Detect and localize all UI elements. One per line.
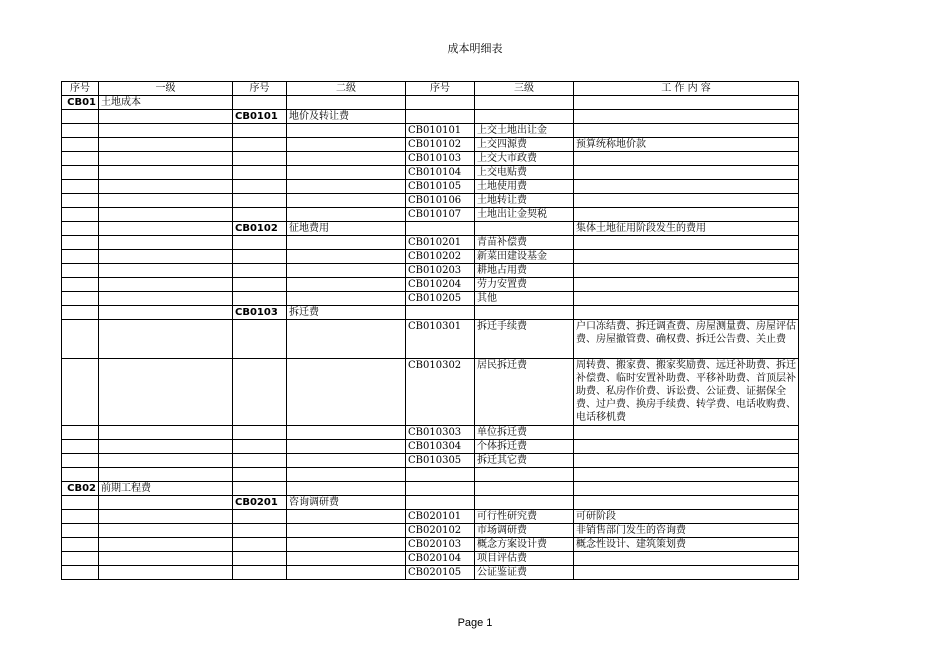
level3-name-cell: 拆迁手续费 bbox=[475, 320, 574, 359]
level1-code-cell bbox=[62, 194, 99, 208]
level2-name-cell bbox=[287, 538, 406, 552]
level3-name-cell: 单位拆迁费 bbox=[475, 426, 574, 440]
work-content-cell bbox=[574, 496, 799, 510]
level1-name-cell bbox=[99, 138, 233, 152]
level1-name-cell bbox=[99, 426, 233, 440]
level3-name-cell: 项目评估费 bbox=[475, 552, 574, 566]
level1-name-cell bbox=[99, 250, 233, 264]
level3-code-cell: CB010202 bbox=[406, 250, 475, 264]
level3-name-cell: 土地使用费 bbox=[475, 180, 574, 194]
level3-name-cell bbox=[475, 96, 574, 110]
header-row bbox=[62, 82, 799, 96]
table-row bbox=[62, 96, 799, 110]
level1-code-cell bbox=[62, 222, 99, 236]
level3-code-cell: CB020102 bbox=[406, 524, 475, 538]
level1-name-cell bbox=[99, 552, 233, 566]
level1-code-cell bbox=[62, 166, 99, 180]
table-row bbox=[62, 552, 799, 566]
level2-name-cell bbox=[287, 552, 406, 566]
work-content-cell bbox=[574, 426, 799, 440]
level2-code-cell bbox=[233, 440, 287, 454]
table-row bbox=[62, 454, 799, 468]
level3-name-cell: 上交大市政费 bbox=[475, 152, 574, 166]
table-row bbox=[62, 110, 799, 124]
level2-code-cell: CB0101 bbox=[233, 110, 287, 124]
level3-code-cell: CB010304 bbox=[406, 440, 475, 454]
level3-code-cell bbox=[406, 110, 475, 124]
table-row bbox=[62, 236, 799, 250]
level3-name-cell: 其他 bbox=[475, 292, 574, 306]
header-cell: 三级 bbox=[475, 82, 574, 96]
level2-name-cell bbox=[287, 264, 406, 278]
table-row bbox=[62, 138, 799, 152]
level2-code-cell bbox=[233, 208, 287, 222]
work-content-cell bbox=[574, 96, 799, 110]
level2-name-cell bbox=[287, 180, 406, 194]
table-row bbox=[62, 306, 799, 320]
level3-code-cell bbox=[406, 306, 475, 320]
level3-name-cell bbox=[475, 110, 574, 124]
level3-code-cell: CB020105 bbox=[406, 566, 475, 580]
level2-code-cell bbox=[233, 538, 287, 552]
table-row bbox=[62, 292, 799, 306]
level1-code-cell bbox=[62, 524, 99, 538]
level2-name-cell bbox=[287, 278, 406, 292]
level3-code-cell: CB020103 bbox=[406, 538, 475, 552]
level1-code-cell bbox=[62, 152, 99, 166]
table-row bbox=[62, 538, 799, 552]
level2-name-cell: 拆迁费 bbox=[287, 306, 406, 320]
level1-name-cell bbox=[99, 208, 233, 222]
level2-code-cell bbox=[233, 124, 287, 138]
level2-name-cell bbox=[287, 468, 406, 482]
table-row bbox=[62, 180, 799, 194]
work-content-cell bbox=[574, 264, 799, 278]
level3-code-cell: CB010201 bbox=[406, 236, 475, 250]
level2-code-cell: CB0102 bbox=[233, 222, 287, 236]
level1-code-cell bbox=[62, 552, 99, 566]
level1-name-cell bbox=[99, 166, 233, 180]
level3-name-cell: 新菜田建设基金 bbox=[475, 250, 574, 264]
level3-code-cell: CB010302 bbox=[406, 359, 475, 426]
table-row bbox=[62, 194, 799, 208]
work-content-cell bbox=[574, 440, 799, 454]
level1-code-cell bbox=[62, 468, 99, 482]
level2-code-cell bbox=[233, 510, 287, 524]
level1-name-cell: 土地成本 bbox=[99, 96, 233, 110]
level3-name-cell bbox=[475, 222, 574, 236]
level2-name-cell bbox=[287, 236, 406, 250]
level3-code-cell bbox=[406, 222, 475, 236]
work-content-cell bbox=[574, 110, 799, 124]
work-content-cell bbox=[574, 468, 799, 482]
level3-code-cell bbox=[406, 96, 475, 110]
work-content-cell: 概念性设计、建筑策划费 bbox=[574, 538, 799, 552]
level3-name-cell: 居民拆迁费 bbox=[475, 359, 574, 426]
work-content-cell: 预算统称地价款 bbox=[574, 138, 799, 152]
level1-name-cell bbox=[99, 180, 233, 194]
table-row bbox=[62, 482, 799, 496]
work-content-cell bbox=[574, 194, 799, 208]
table-row bbox=[62, 124, 799, 138]
level3-code-cell: CB010101 bbox=[406, 124, 475, 138]
level2-name-cell bbox=[287, 482, 406, 496]
level3-name-cell: 可行性研究费 bbox=[475, 510, 574, 524]
level2-name-cell bbox=[287, 454, 406, 468]
level3-code-cell: CB010204 bbox=[406, 278, 475, 292]
level3-name-cell bbox=[475, 496, 574, 510]
level2-name-cell bbox=[287, 524, 406, 538]
level2-name-cell: 征地费用 bbox=[287, 222, 406, 236]
level2-code-cell bbox=[233, 138, 287, 152]
level3-name-cell: 市场调研费 bbox=[475, 524, 574, 538]
level1-code-cell: CB02 bbox=[62, 482, 99, 496]
header-cell: 工 作 内 容 bbox=[574, 82, 799, 96]
work-content-cell bbox=[574, 180, 799, 194]
level1-name-cell bbox=[99, 236, 233, 250]
level3-code-cell: CB010103 bbox=[406, 152, 475, 166]
work-content-cell bbox=[574, 208, 799, 222]
level3-code-cell: CB010305 bbox=[406, 454, 475, 468]
work-content-cell bbox=[574, 236, 799, 250]
level1-name-cell bbox=[99, 538, 233, 552]
level2-code-cell bbox=[233, 236, 287, 250]
work-content-cell bbox=[574, 124, 799, 138]
document-title: 成本明细表 bbox=[447, 42, 503, 55]
level3-code-cell: CB010105 bbox=[406, 180, 475, 194]
level1-name-cell bbox=[99, 524, 233, 538]
level1-name-cell bbox=[99, 566, 233, 580]
level1-name-cell bbox=[99, 359, 233, 426]
level3-code-cell bbox=[406, 468, 475, 482]
level1-code-cell bbox=[62, 510, 99, 524]
page-number: Page 1 bbox=[457, 617, 493, 629]
level1-code-cell bbox=[62, 138, 99, 152]
level2-code-cell bbox=[233, 278, 287, 292]
level1-name-cell bbox=[99, 440, 233, 454]
level2-name-cell bbox=[287, 320, 406, 359]
table-row bbox=[62, 496, 799, 510]
level1-name-cell bbox=[99, 510, 233, 524]
level2-code-cell bbox=[233, 566, 287, 580]
level1-code-cell bbox=[62, 426, 99, 440]
work-content-cell bbox=[574, 152, 799, 166]
level3-name-cell bbox=[475, 482, 574, 496]
work-content-cell bbox=[574, 552, 799, 566]
level1-name-cell: 前期工程费 bbox=[99, 482, 233, 496]
level3-name-cell: 上交电贴费 bbox=[475, 166, 574, 180]
level2-name-cell bbox=[287, 292, 406, 306]
table-row bbox=[62, 278, 799, 292]
level2-code-cell bbox=[233, 320, 287, 359]
level2-name-cell: 地价及转让费 bbox=[287, 110, 406, 124]
header-cell: 序号 bbox=[233, 82, 287, 96]
level1-name-cell bbox=[99, 222, 233, 236]
level1-code-cell bbox=[62, 440, 99, 454]
level2-code-cell bbox=[233, 180, 287, 194]
level1-name-cell bbox=[99, 194, 233, 208]
level1-name-cell bbox=[99, 264, 233, 278]
work-content-cell bbox=[574, 292, 799, 306]
level2-name-cell bbox=[287, 208, 406, 222]
level3-code-cell: CB010106 bbox=[406, 194, 475, 208]
level2-code-cell: CB0103 bbox=[233, 306, 287, 320]
level3-code-cell: CB010104 bbox=[406, 166, 475, 180]
level2-code-cell bbox=[233, 524, 287, 538]
header-cell: 序号 bbox=[62, 82, 99, 96]
table-row bbox=[62, 166, 799, 180]
level3-name-cell: 上交土地出让金 bbox=[475, 124, 574, 138]
work-content-cell: 非销售部门发生的咨询费 bbox=[574, 524, 799, 538]
level3-code-cell: CB020101 bbox=[406, 510, 475, 524]
level3-name-cell: 个体拆迁费 bbox=[475, 440, 574, 454]
level3-code-cell: CB020104 bbox=[406, 552, 475, 566]
level3-name-cell: 概念方案设计费 bbox=[475, 538, 574, 552]
level2-name-cell bbox=[287, 152, 406, 166]
level2-code-cell bbox=[233, 96, 287, 110]
level3-name-cell: 拆迁其它费 bbox=[475, 454, 574, 468]
header-cell: 一级 bbox=[99, 82, 233, 96]
table-row bbox=[62, 566, 799, 580]
work-content-cell bbox=[574, 566, 799, 580]
level3-name-cell bbox=[475, 468, 574, 482]
level3-name-cell: 上交四源费 bbox=[475, 138, 574, 152]
level1-name-cell bbox=[99, 278, 233, 292]
level2-name-cell bbox=[287, 250, 406, 264]
level1-code-cell bbox=[62, 250, 99, 264]
level3-code-cell: CB010205 bbox=[406, 292, 475, 306]
level2-code-cell bbox=[233, 250, 287, 264]
level1-code-cell bbox=[62, 359, 99, 426]
level1-code-cell bbox=[62, 538, 99, 552]
level2-code-cell bbox=[233, 468, 287, 482]
level1-name-cell bbox=[99, 496, 233, 510]
work-content-cell bbox=[574, 166, 799, 180]
table-row bbox=[62, 440, 799, 454]
table-row bbox=[62, 152, 799, 166]
level2-code-cell bbox=[233, 552, 287, 566]
level1-code-cell bbox=[62, 454, 99, 468]
level2-name-cell bbox=[287, 359, 406, 426]
work-content-cell bbox=[574, 454, 799, 468]
work-content-cell: 集体土地征用阶段发生的费用 bbox=[574, 222, 799, 236]
table-row bbox=[62, 320, 799, 359]
table-row bbox=[62, 510, 799, 524]
level2-name-cell: 咨询调研费 bbox=[287, 496, 406, 510]
header-cell: 序号 bbox=[406, 82, 475, 96]
level3-code-cell: CB010303 bbox=[406, 426, 475, 440]
level3-name-cell: 耕地占用费 bbox=[475, 264, 574, 278]
table-row bbox=[62, 222, 799, 236]
table-row bbox=[62, 426, 799, 440]
table-row bbox=[62, 524, 799, 538]
table-row bbox=[62, 250, 799, 264]
level1-code-cell bbox=[62, 124, 99, 138]
level2-code-cell bbox=[233, 152, 287, 166]
level1-code-cell bbox=[62, 566, 99, 580]
work-content-cell bbox=[574, 482, 799, 496]
level1-code-cell bbox=[62, 180, 99, 194]
level2-name-cell bbox=[287, 166, 406, 180]
level2-name-cell bbox=[287, 566, 406, 580]
level3-name-cell: 土地转让费 bbox=[475, 194, 574, 208]
level2-code-cell: CB0201 bbox=[233, 496, 287, 510]
level1-code-cell bbox=[62, 278, 99, 292]
work-content-cell bbox=[574, 250, 799, 264]
level2-name-cell bbox=[287, 96, 406, 110]
level1-code-cell bbox=[62, 236, 99, 250]
level3-code-cell bbox=[406, 482, 475, 496]
level2-name-cell bbox=[287, 194, 406, 208]
level3-code-cell: CB010203 bbox=[406, 264, 475, 278]
table-row bbox=[62, 208, 799, 222]
level1-name-cell bbox=[99, 124, 233, 138]
level1-name-cell bbox=[99, 152, 233, 166]
level1-name-cell bbox=[99, 110, 233, 124]
level1-code-cell bbox=[62, 320, 99, 359]
level2-code-cell bbox=[233, 482, 287, 496]
level3-code-cell: CB010301 bbox=[406, 320, 475, 359]
table-row bbox=[62, 359, 799, 426]
level3-code-cell: CB010102 bbox=[406, 138, 475, 152]
level1-code-cell bbox=[62, 292, 99, 306]
work-content-cell: 周转费、搬家费、搬家奖励费、远迁补助费、拆迁补偿费、临时安置补助费、平移补助费、首顶层补助费、私房作价费、诉讼费、公证费、证据保全费、过户费、换房手续费、转学费、电话收购费、电话移机费 bbox=[574, 359, 799, 426]
level1-code-cell bbox=[62, 264, 99, 278]
cost-table bbox=[61, 81, 799, 580]
level3-code-cell: CB010107 bbox=[406, 208, 475, 222]
level3-name-cell bbox=[475, 306, 574, 320]
level1-name-cell bbox=[99, 306, 233, 320]
table-body bbox=[62, 96, 799, 580]
header-cell: 二级 bbox=[287, 82, 406, 96]
level2-name-cell bbox=[287, 124, 406, 138]
table-row bbox=[62, 264, 799, 278]
level2-code-cell bbox=[233, 194, 287, 208]
table-row bbox=[62, 468, 799, 482]
level1-name-cell bbox=[99, 292, 233, 306]
work-content-cell bbox=[574, 306, 799, 320]
level1-name-cell bbox=[99, 468, 233, 482]
level2-code-cell bbox=[233, 454, 287, 468]
level3-name-cell: 青苗补偿费 bbox=[475, 236, 574, 250]
level1-code-cell bbox=[62, 496, 99, 510]
level1-code-cell bbox=[62, 306, 99, 320]
level2-name-cell bbox=[287, 510, 406, 524]
level2-name-cell bbox=[287, 440, 406, 454]
level3-code-cell bbox=[406, 496, 475, 510]
work-content-cell: 户口冻结费、拆迁调查费、房屋测量费、房屋评估费、房屋撤管费、确权费、拆迁公告费、关止费 bbox=[574, 320, 799, 359]
level3-name-cell: 公证鉴证费 bbox=[475, 566, 574, 580]
level2-code-cell bbox=[233, 426, 287, 440]
level1-code-cell: CB01 bbox=[62, 96, 99, 110]
level2-name-cell bbox=[287, 138, 406, 152]
work-content-cell: 可研阶段 bbox=[574, 510, 799, 524]
work-content-cell bbox=[574, 278, 799, 292]
level2-code-cell bbox=[233, 292, 287, 306]
level2-code-cell bbox=[233, 166, 287, 180]
level3-name-cell: 劳力安置费 bbox=[475, 278, 574, 292]
level2-code-cell bbox=[233, 359, 287, 426]
level3-name-cell: 土地出让金契税 bbox=[475, 208, 574, 222]
level2-name-cell bbox=[287, 426, 406, 440]
level1-code-cell bbox=[62, 110, 99, 124]
level1-code-cell bbox=[62, 208, 99, 222]
level2-code-cell bbox=[233, 264, 287, 278]
level1-name-cell bbox=[99, 454, 233, 468]
level1-name-cell bbox=[99, 320, 233, 359]
